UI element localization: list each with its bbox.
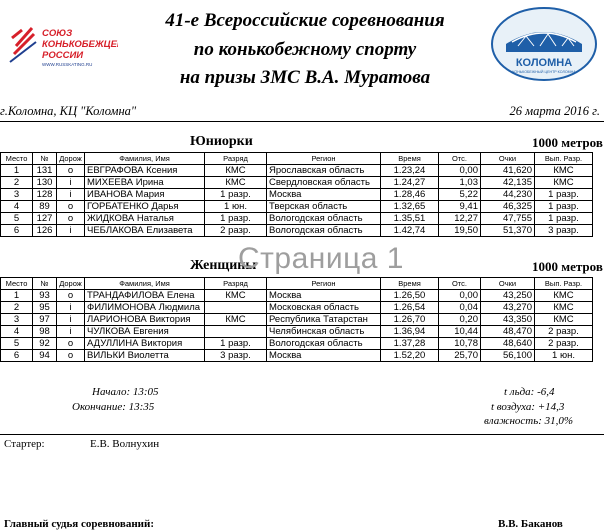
cell-achieved-rank: КМС bbox=[535, 165, 593, 177]
cell-gap: 0,00 bbox=[439, 165, 481, 177]
cell-gap: 12,27 bbox=[439, 213, 481, 225]
end-time: Окончание: 13:35 bbox=[72, 401, 155, 413]
event-title-line-1: 41-е Всероссийские соревнования bbox=[165, 10, 445, 31]
cell-rank: 1 разр. bbox=[205, 338, 267, 350]
cell-time: 1.24,27 bbox=[381, 177, 439, 189]
cell-achieved-rank: КМС bbox=[535, 314, 593, 326]
cell-bib: 89 bbox=[33, 201, 57, 213]
table-header-row bbox=[1, 278, 593, 290]
cell-points: 48,470 bbox=[481, 326, 535, 338]
cell-achieved-rank: 2 разр. bbox=[535, 338, 593, 350]
column-header-region: Регион bbox=[267, 278, 381, 290]
cell-name: ЧЕБЛАКОВА Елизавета bbox=[85, 225, 205, 237]
section-distance-juniors: 1000 метров bbox=[532, 135, 603, 150]
cell-time: 1.26,54 bbox=[381, 302, 439, 314]
cell-achieved-rank: 3 разр. bbox=[535, 225, 593, 237]
section-title-juniors: Юниорки bbox=[190, 134, 253, 149]
cell-rank: КМС bbox=[205, 314, 267, 326]
cell-name: ТРАНДАФИЛОВА Елена bbox=[85, 290, 205, 302]
svg-text:КОНЬКОБЕЖЦЕВ: КОНЬКОБЕЖЦЕВ bbox=[42, 39, 118, 50]
cell-gap: 0,04 bbox=[439, 302, 481, 314]
cell-gap: 5,22 bbox=[439, 189, 481, 201]
cell-gap: 0,00 bbox=[439, 290, 481, 302]
table-header-row bbox=[1, 153, 593, 165]
table-row bbox=[1, 213, 593, 225]
cell-place: 5 bbox=[1, 213, 33, 225]
column-header-time: Время bbox=[381, 153, 439, 165]
cell-bib: 98 bbox=[33, 326, 57, 338]
column-header-points: Очки bbox=[481, 153, 535, 165]
page-watermark: Страница 1 bbox=[238, 242, 404, 275]
cell-lane: o bbox=[57, 165, 85, 177]
cell-region: Вологодская область bbox=[267, 213, 381, 225]
skating-union-logo bbox=[6, 24, 118, 76]
table-row bbox=[1, 201, 593, 213]
cell-achieved-rank: 1 юн. bbox=[535, 350, 593, 362]
cell-points: 41,620 bbox=[481, 165, 535, 177]
cell-points: 43,250 bbox=[481, 290, 535, 302]
cell-bib: 93 bbox=[33, 290, 57, 302]
cell-region: Тверская область bbox=[267, 201, 381, 213]
cell-region: Свердловская область bbox=[267, 177, 381, 189]
svg-text:КОНЬКОБЕЖНЫЙ ЦЕНТР КОЛОМНА: КОНЬКОБЕЖНЫЙ ЦЕНТР КОЛОМНА bbox=[512, 70, 576, 74]
column-header-name: Фамилия, Имя bbox=[85, 278, 205, 290]
cell-gap: 10,44 bbox=[439, 326, 481, 338]
column-header-achieved-rank: Вып. Разр. bbox=[535, 278, 593, 290]
cell-name: АДУЛЛИНА Виктория bbox=[85, 338, 205, 350]
column-header-rank: Разряд bbox=[205, 278, 267, 290]
cell-place: 3 bbox=[1, 189, 33, 201]
cell-achieved-rank: КМС bbox=[535, 177, 593, 189]
cell-lane: i bbox=[57, 225, 85, 237]
cell-points: 43,350 bbox=[481, 314, 535, 326]
cell-name: ФИЛИМОНОВА Людмила bbox=[85, 302, 205, 314]
table-row bbox=[1, 302, 593, 314]
cell-name: ГОРБАТЕНКО Дарья bbox=[85, 201, 205, 213]
svg-text:КОЛОМНА: КОЛОМНА bbox=[515, 57, 573, 69]
column-header-lane: Дорож bbox=[57, 153, 85, 165]
cell-name: ЕВГРАФОВА Ксения bbox=[85, 165, 205, 177]
cell-points: 51,370 bbox=[481, 225, 535, 237]
cell-bib: 130 bbox=[33, 177, 57, 189]
table-row bbox=[1, 338, 593, 350]
venue-text: г.Коломна, КЦ "Коломна" bbox=[0, 104, 137, 118]
cell-gap: 0,20 bbox=[439, 314, 481, 326]
cell-lane: i bbox=[57, 314, 85, 326]
cell-points: 46,325 bbox=[481, 201, 535, 213]
cell-name: ВИЛЬКИ Виолетта bbox=[85, 350, 205, 362]
cell-place: 3 bbox=[1, 314, 33, 326]
svg-text:РОССИИ: РОССИИ bbox=[42, 50, 84, 61]
humidity: влажность: 31,0% bbox=[484, 415, 574, 427]
event-title-line-3: на призы ЗМС В.А. Муратова bbox=[179, 67, 431, 88]
cell-rank: КМС bbox=[205, 290, 267, 302]
header-divider bbox=[0, 121, 604, 122]
cell-time: 1.23,24 bbox=[381, 165, 439, 177]
cell-time: 1.26,50 bbox=[381, 290, 439, 302]
cell-rank: КМС bbox=[205, 177, 267, 189]
table-row bbox=[1, 290, 593, 302]
column-header-name: Фамилия, Имя bbox=[85, 153, 205, 165]
cell-name: ЛАРИОНОВА Виктория bbox=[85, 314, 205, 326]
cell-region: Челябинская область bbox=[267, 326, 381, 338]
column-header-gap: Отс. bbox=[439, 153, 481, 165]
starter-name: Е.В. Волнухин bbox=[90, 438, 160, 450]
cell-region: Вологодская область bbox=[267, 338, 381, 350]
cell-achieved-rank: КМС bbox=[535, 302, 593, 314]
cell-lane: o bbox=[57, 201, 85, 213]
cell-place: 5 bbox=[1, 338, 33, 350]
footer-divider bbox=[0, 434, 604, 435]
ice-temperature: t льда: -6,4 bbox=[504, 386, 555, 398]
column-header-bib: № bbox=[33, 278, 57, 290]
cell-bib: 131 bbox=[33, 165, 57, 177]
cell-region: Ярославская область bbox=[267, 165, 381, 177]
column-header-region: Регион bbox=[267, 153, 381, 165]
cell-lane: i bbox=[57, 302, 85, 314]
cell-place: 2 bbox=[1, 177, 33, 189]
table-row bbox=[1, 314, 593, 326]
column-header-rank: Разряд bbox=[205, 153, 267, 165]
cell-bib: 94 bbox=[33, 350, 57, 362]
start-time: Начало: 13:05 bbox=[92, 386, 159, 398]
cell-place: 4 bbox=[1, 201, 33, 213]
cell-time: 1.32,65 bbox=[381, 201, 439, 213]
cell-name: ЧУЛКОВА Евгения bbox=[85, 326, 205, 338]
cell-points: 42,135 bbox=[481, 177, 535, 189]
cell-achieved-rank: КМС bbox=[535, 290, 593, 302]
column-header-points: Очки bbox=[481, 278, 535, 290]
cell-place: 1 bbox=[1, 290, 33, 302]
chief-judge-label: Главный судья соревнований: bbox=[4, 518, 155, 530]
cell-lane: i bbox=[57, 326, 85, 338]
cell-time: 1.36,94 bbox=[381, 326, 439, 338]
column-header-bib: № bbox=[33, 153, 57, 165]
cell-lane: i bbox=[57, 177, 85, 189]
cell-points: 47,755 bbox=[481, 213, 535, 225]
cell-region: Республика Татарстан bbox=[267, 314, 381, 326]
cell-place: 1 bbox=[1, 165, 33, 177]
date-text: 26 марта 2016 г. bbox=[509, 104, 600, 118]
cell-time: 1.37,28 bbox=[381, 338, 439, 350]
cell-time: 1.52,20 bbox=[381, 350, 439, 362]
cell-lane: o bbox=[57, 213, 85, 225]
cell-achieved-rank: 2 разр. bbox=[535, 326, 593, 338]
cell-place: 4 bbox=[1, 326, 33, 338]
cell-rank bbox=[205, 326, 267, 338]
cell-place: 2 bbox=[1, 302, 33, 314]
cell-gap: 10,78 bbox=[439, 338, 481, 350]
kolomna-logo bbox=[490, 6, 598, 82]
cell-points: 48,640 bbox=[481, 338, 535, 350]
cell-rank: КМС bbox=[205, 165, 267, 177]
table-row bbox=[1, 225, 593, 237]
cell-region: Москва bbox=[267, 290, 381, 302]
cell-gap: 1,03 bbox=[439, 177, 481, 189]
cell-rank bbox=[205, 302, 267, 314]
cell-name: МИХЕЕВА Ирина bbox=[85, 177, 205, 189]
section-distance-women: 1000 метров bbox=[532, 259, 603, 274]
cell-lane: o bbox=[57, 350, 85, 362]
air-temperature: t воздуха: +14,3 bbox=[491, 401, 565, 413]
svg-text:WWW.RUSSKATING.RU: WWW.RUSSKATING.RU bbox=[42, 62, 93, 67]
cell-bib: 128 bbox=[33, 189, 57, 201]
starter-label: Стартер: bbox=[4, 438, 45, 450]
cell-place: 6 bbox=[1, 225, 33, 237]
cell-points: 44,230 bbox=[481, 189, 535, 201]
cell-region: Вологодская область bbox=[267, 225, 381, 237]
column-header-place: Место bbox=[1, 153, 33, 165]
cell-points: 43,270 bbox=[481, 302, 535, 314]
cell-bib: 126 bbox=[33, 225, 57, 237]
cell-bib: 97 bbox=[33, 314, 57, 326]
column-header-lane: Дорож bbox=[57, 278, 85, 290]
cell-bib: 127 bbox=[33, 213, 57, 225]
cell-rank: 1 разр. bbox=[205, 189, 267, 201]
table-row bbox=[1, 177, 593, 189]
cell-bib: 92 bbox=[33, 338, 57, 350]
chief-judge-name: В.В. Баканов bbox=[498, 518, 563, 530]
cell-achieved-rank: 1 разр. bbox=[535, 189, 593, 201]
table-row bbox=[1, 165, 593, 177]
cell-time: 1.26,70 bbox=[381, 314, 439, 326]
cell-rank: 3 разр. bbox=[205, 350, 267, 362]
cell-region: Москва bbox=[267, 350, 381, 362]
cell-name: ИВАНОВА Мария bbox=[85, 189, 205, 201]
column-header-achieved-rank: Вып. Разр. bbox=[535, 153, 593, 165]
cell-achieved-rank: 1 разр. bbox=[535, 213, 593, 225]
event-title-line-2: по конькобежному спорту bbox=[193, 39, 417, 60]
results-table-juniors bbox=[0, 152, 593, 237]
results-table-women bbox=[0, 277, 593, 362]
column-header-time: Время bbox=[381, 278, 439, 290]
column-header-place: Место bbox=[1, 278, 33, 290]
cell-region: Московская область bbox=[267, 302, 381, 314]
cell-time: 1.35,51 bbox=[381, 213, 439, 225]
cell-gap: 9,41 bbox=[439, 201, 481, 213]
cell-lane: o bbox=[57, 290, 85, 302]
cell-rank: 1 юн. bbox=[205, 201, 267, 213]
svg-text:СОЮЗ: СОЮЗ bbox=[42, 28, 73, 39]
cell-place: 6 bbox=[1, 350, 33, 362]
cell-points: 56,100 bbox=[481, 350, 535, 362]
table-row bbox=[1, 350, 593, 362]
cell-gap: 19,50 bbox=[439, 225, 481, 237]
cell-achieved-rank: 1 разр. bbox=[535, 201, 593, 213]
column-header-gap: Отс. bbox=[439, 278, 481, 290]
cell-lane: i bbox=[57, 189, 85, 201]
cell-region: Москва bbox=[267, 189, 381, 201]
cell-name: ЖИДКОВА Наталья bbox=[85, 213, 205, 225]
cell-rank: 1 разр. bbox=[205, 213, 267, 225]
cell-gap: 25,70 bbox=[439, 350, 481, 362]
cell-lane: o bbox=[57, 338, 85, 350]
table-row bbox=[1, 326, 593, 338]
cell-rank: 2 разр. bbox=[205, 225, 267, 237]
cell-bib: 95 bbox=[33, 302, 57, 314]
table-row bbox=[1, 189, 593, 201]
section-title-women: Женщины bbox=[190, 258, 257, 273]
cell-time: 1.28,46 bbox=[381, 189, 439, 201]
cell-time: 1.42,74 bbox=[381, 225, 439, 237]
